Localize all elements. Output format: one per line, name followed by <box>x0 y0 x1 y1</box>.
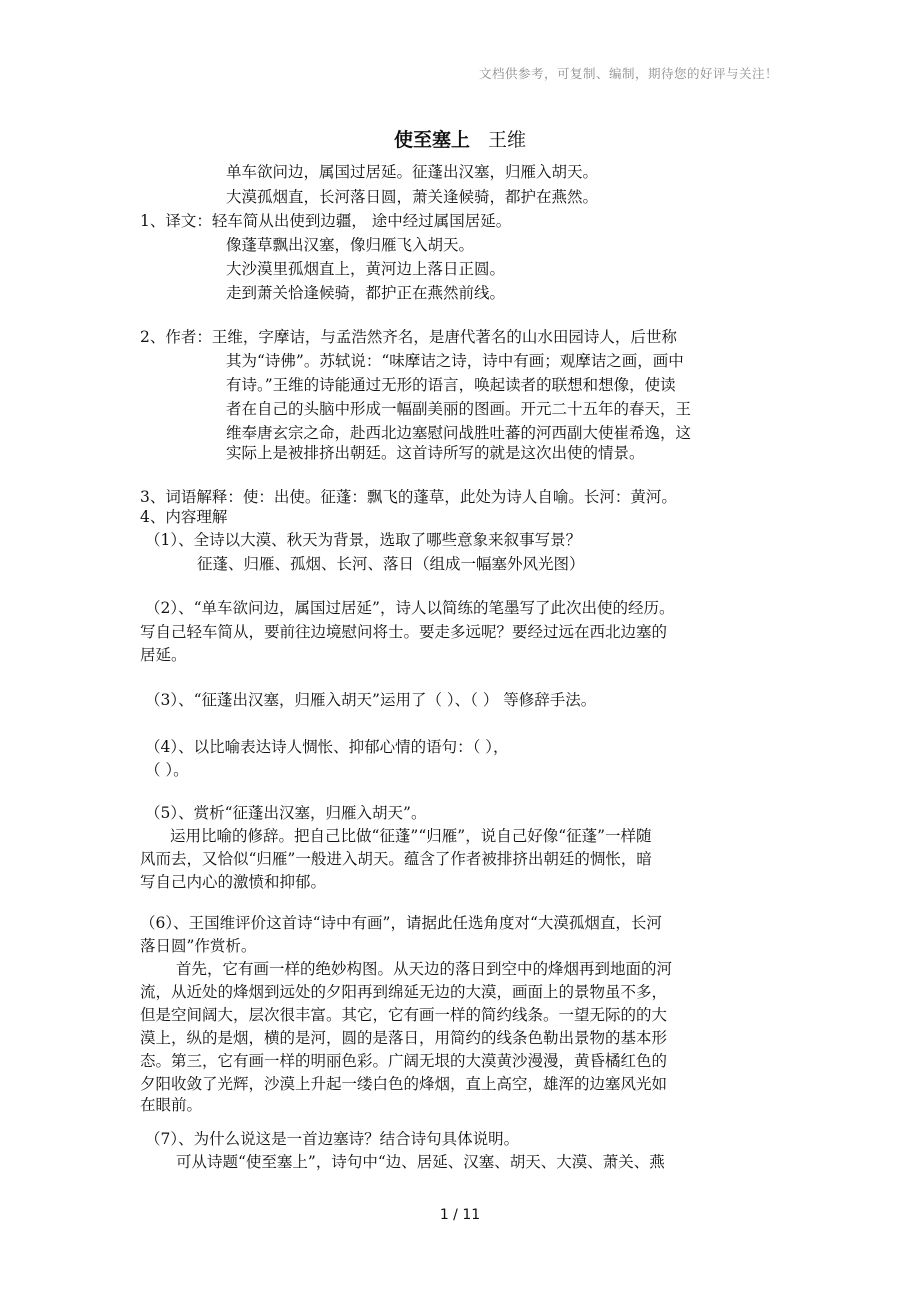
translation-line: 走到萧关恰逢候骑，都护正在燕然前线。 <box>226 284 506 302</box>
paragraph-line: 写自己内心的激愤和抑郁。 <box>140 873 327 891</box>
paragraph-line: 态。第三，它有画一样的明丽色彩。广阔无垠的大漠黄沙漫漫，黄昏橘红色的 <box>140 1052 668 1070</box>
paragraph-line: 夕阳收敛了光辉，沙漠上升起一缕白色的烽烟，直上高空，雄浑的边塞风光如 <box>140 1075 668 1093</box>
paragraph-line: 实际上是被排挤出朝廷。这首诗所写的就是这次出使的情景。 <box>226 444 645 462</box>
paragraph-line: 有诗。”王维的诗能通过无形的语言，唤起读者的联想和想像，使读 <box>226 376 676 394</box>
question-1: （1）、全诗以大漠、秋天为背景，选取了哪些意象来叙事写景？ <box>145 531 582 549</box>
question-6: （6）、王国维评价这首诗“诗中有画”，请据此任选角度对“大漠孤烟直，长河 <box>140 914 662 932</box>
answer-7: 可从诗题“使至塞上”，诗句中“边、居延、汉塞、胡天、大漠、萧关、燕 <box>176 1153 665 1171</box>
paragraph-line: 但是空间阔大，层次很丰富。其它，它有画一样的简约线条。一望无际的的大 <box>140 1006 668 1024</box>
paragraph-line: 漠上，纵的是烟，横的是河，圆的是落日，用简约的线条色勒出景物的基本形 <box>140 1029 668 1047</box>
poem-line: 单车欲问边，属国过居延。征蓬出汉塞，归雁入胡天。 <box>226 163 599 181</box>
answer-1: 征蓬、归雁、孤烟、长河、落日（组成一幅塞外风光图） <box>197 555 585 573</box>
paragraph-line: 风而去，又恰似“归雁”一般进入胡天。蕴含了作者被排挤出朝廷的惆怅，暗 <box>140 850 652 868</box>
poem-title: 使至塞上 <box>393 129 470 151</box>
section-comprehension: 4、内容理解 <box>140 508 228 526</box>
answer-5: 运用比喻的修辞。把自己比做“征蓬”“归雁”，说自己好像“征蓬”一样随 <box>170 827 652 845</box>
section-translation: 1、译文：轻车简从出使到边疆， 途中经过属国居延。 <box>140 212 512 230</box>
section-vocabulary: 3、词语解释：使：出使。征蓬：飘飞的蓬草，此处为诗人自喻。长河：黄河。 <box>140 488 677 506</box>
paragraph-line: 流，从近处的烽烟到远处的夕阳再到绵延无边的大漠，画面上的景物虽不多， <box>140 983 668 1001</box>
paragraph-line: 落日圆”作赏析。 <box>140 937 257 955</box>
question-5: （5）、赏析“征蓬出汉塞，归雁入胡天”。 <box>145 804 427 822</box>
paragraph-line: 维奉唐玄宗之命，赴西北边塞慰问战胜吐蕃的河西副大使崔希逸，这 <box>226 424 692 442</box>
header-notice: 文档供参考，可复制、编制，期待您的好评与关注！ <box>478 66 778 81</box>
poem-line: 大漠孤烟直，长河落日圆，萧关逢候骑，都护在燕然。 <box>226 188 599 206</box>
paragraph-line: 者在自己的头脑中形成一幅副美丽的图画。开元二十五年的春天，王 <box>226 400 692 418</box>
paragraph-line: 在眼前。 <box>140 1096 203 1114</box>
question-2: （2）、“单车欲问边，属国过居延”，诗人以简练的笔墨写了此次出使的经历。 <box>145 599 675 617</box>
paragraph-line: 居延。 <box>140 646 187 664</box>
translation-line: 像蓬草飘出汉塞，像归雁飞入胡天。 <box>226 236 475 254</box>
question-3: （3）、“征蓬出汉塞，归雁入胡天”运用了（ ）、（ ） 等修辞手法。 <box>145 691 597 709</box>
answer-6: 首先，它有画一样的绝妙构图。从天边的落日到空中的烽烟再到地面的河 <box>176 960 673 978</box>
page-title <box>0 125 920 152</box>
paragraph-line: 写自己轻车简从，要前往边境慰问将士。要走多远呢？要经过远在西北边塞的 <box>140 623 668 641</box>
poem-author: 王维 <box>488 129 527 151</box>
translation-line: 大沙漠里孤烟直上，黄河边上落日正圆。 <box>226 260 506 278</box>
answer-blank: （ ）。 <box>145 761 189 779</box>
page-number: 1 / 11 <box>439 1207 481 1223</box>
question-7: （7）、为什么说这是一首边塞诗？结合诗句具体说明。 <box>145 1130 520 1148</box>
paragraph-line: 其为“诗佛”。苏轼说：“味摩诘之诗，诗中有画；观摩诘之画，画中 <box>226 352 684 370</box>
section-author: 2、作者：王维，字摩诘，与孟浩然齐名，是唐代著名的山水田园诗人，后世称 <box>140 328 677 346</box>
question-4: （4）、以比喻表达诗人惆怅、抑郁心情的语句：（ ）， <box>145 738 509 756</box>
